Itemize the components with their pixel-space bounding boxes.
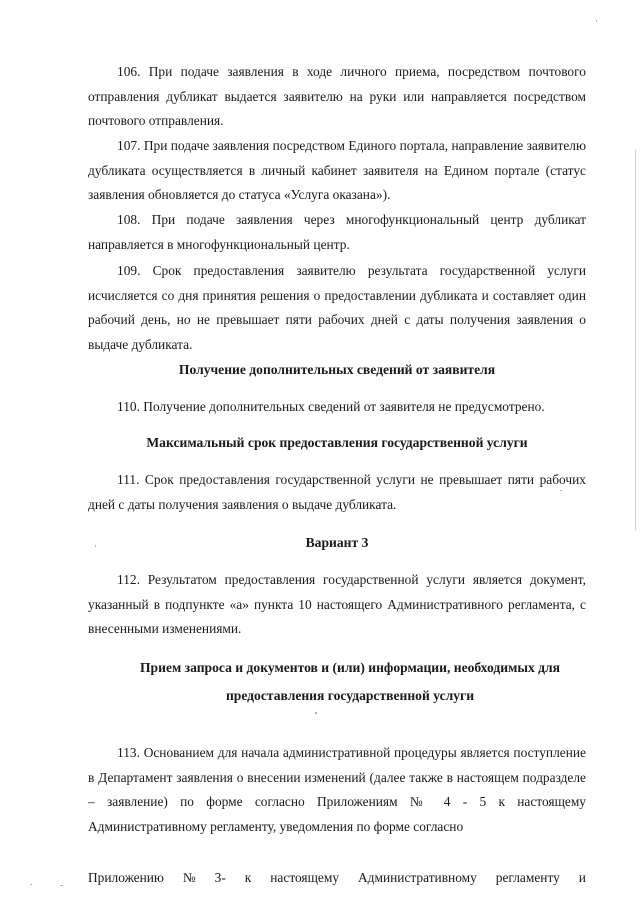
word: настоящему — [270, 870, 340, 885]
paragraph-106: 106. При подаче заявления в ходе личного приема, посредством почтового отправления дубликат выдается заявителю на руки или направляется посредством почтового отправления. — [88, 64, 586, 128]
heading-variant-3: Вариант 3 — [305, 535, 369, 550]
word: 3- — [214, 870, 226, 885]
heading-reception-line-2: предоставления государственной услуги — [225, 688, 475, 703]
paragraph-107: 107. При подаче заявления посредством Единого портала, направление заявителю дубликата осуществляется в личный кабинет заявителя на Едином портале (статус заявления обновляется до статуса «Услуга оказана»). — [88, 138, 586, 202]
word: Административному — [358, 870, 477, 885]
heading-max-term: Максимальный срок предоставления государственной услуги — [146, 435, 528, 450]
word: и — [578, 870, 586, 885]
word: № — [182, 870, 196, 885]
scan-speck — [596, 20, 597, 22]
scan-edge-line — [635, 150, 636, 530]
scan-speck — [95, 545, 96, 547]
paragraph-110: 110. Получение дополнительных сведений от заявителя не предусмотрено. — [117, 399, 545, 414]
scan-speck — [560, 490, 562, 491]
paragraph-111: 111. Срок предоставления государственной услуги не превышает пяти рабочих дней с даты получения заявления о выдаче дубликата. — [88, 472, 586, 512]
paragraph-108: 108. При подаче заявления через многофункциональный центр дубликат направляется в многофункциональный центр. — [88, 212, 586, 252]
heading-additional-info: Получение дополнительных сведений от заявителя — [178, 362, 496, 377]
word: регламенту — [495, 870, 560, 885]
scan-speck — [30, 884, 32, 885]
paragraph-113: 113. Основанием для начала административной процедуры является поступление в Департамент заявления о внесении изменений (далее также в настоящем подразделе – заявление) по форме согласно Приложениям № 4 - 5 к настоящему Административному регламенту, уведомления по форме согласно — [88, 745, 586, 834]
scan-speck — [60, 885, 63, 886]
paragraph-112: 112. Результатом предоставления государственной услуги является документ, указанный в подпункте «а» пункта 10 настоящего Административного регламента, с внесенными изменениями. — [88, 572, 586, 636]
paragraph-113-last-line — [88, 866, 586, 890]
word: к — [244, 870, 252, 885]
paragraph-109: 109. Срок предоставления заявителю результата государственной услуги исчисляется со дня принятия решения о предоставлении дубликата и составляет один рабочий день, но не превышает пяти рабочих дней с даты получения заявления о выдаче дубликата. — [88, 263, 586, 352]
heading-reception-line-1: Прием запроса и документов и (или) информации, необходимых для — [139, 660, 561, 675]
word: Приложению — [88, 870, 164, 885]
scan-speck — [315, 712, 317, 714]
